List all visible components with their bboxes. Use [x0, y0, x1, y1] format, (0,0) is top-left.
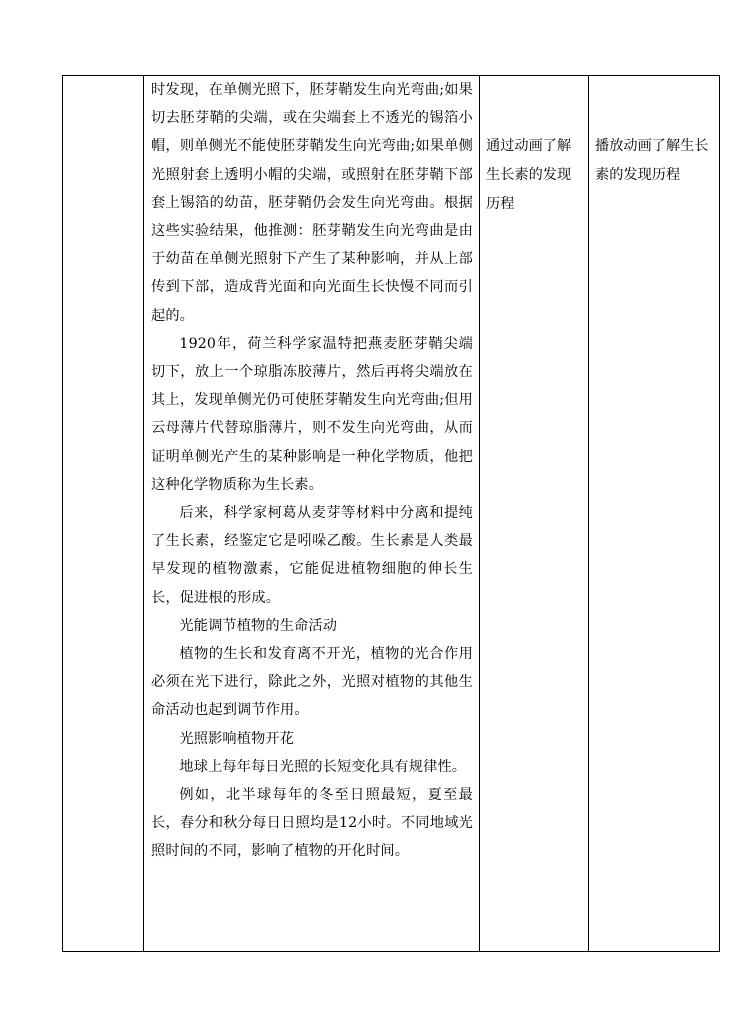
paragraph-5: 植物的生长和发育离不开光，植物的光合作用必须在光下进行，除此之外，光照对植物的其他生命活动也起到调节作用。 [151, 646, 473, 719]
paragraph-3: 后来，科学家柯葛从麦芽等材料中分离和提纯了生长素，经鉴定它是吲哚乙酸。生长素是人类最早发现的植物激素，它能促进植物细胞的伸长生长，促进根的形成。 [151, 505, 473, 606]
paragraph-7: 地球上每年每日光照的长短变化具有规律性。 [179, 758, 467, 775]
lesson-plan-table [62, 75, 720, 952]
student-activity-cell [480, 76, 589, 952]
paragraph-1: 时发现，在单侧光照下，胚芽鞘发生向光弯曲;如果切去胚芽鞘的尖端，或在尖端套上不透光的锡箔小帽，则单侧光不能使胚芽鞘发生向光弯曲;如果单侧光照射套上透明小帽的尖端，或照射在胚芽鞘下部套上锡箔的幼苗，胚芽鞘仍会发生向光弯曲。根据这些实验结果，他推测：胚芽鞘发生向光弯曲是由于幼苗在单侧光照射下产生了某种影响，并从上部传到下部，造成背光面和向光面生长快慢不同而引起的。 [151, 82, 473, 324]
teacher-activity-cell [589, 76, 720, 952]
table-row [63, 76, 720, 952]
paragraph-2: 1920年，荷兰科学家温特把燕麦胚芽鞘尖端切下，放上一个琼脂冻胶薄片，然后再将尖端放在其上，发现单侧光仍可使胚芽鞘发生向光弯曲;但用云母薄片代替琼脂薄片，则不发生向光弯曲，从而证明单侧光产生的某种影响是一种化学物质，他把这种化学物质称为生长素。 [151, 335, 473, 493]
section-heading-light-regulation: 光能调节植物的生命活动 [179, 617, 338, 634]
section-heading-flowering: 光照影响植物开花 [179, 730, 295, 747]
student-activity-text: 通过动画了解生长素的发现历程 [486, 138, 572, 212]
stage-cell [63, 76, 144, 952]
teaching-content-cell [144, 76, 480, 952]
teacher-activity-text: 播放动画了解生长素的发现历程 [595, 138, 709, 183]
paragraph-8: 例如，北半球每年的冬至日照最短，夏至最长，春分和秋分每日日照均是12小时。不同地域光照时间的不同，影响了植物的开化时间。 [151, 787, 473, 860]
